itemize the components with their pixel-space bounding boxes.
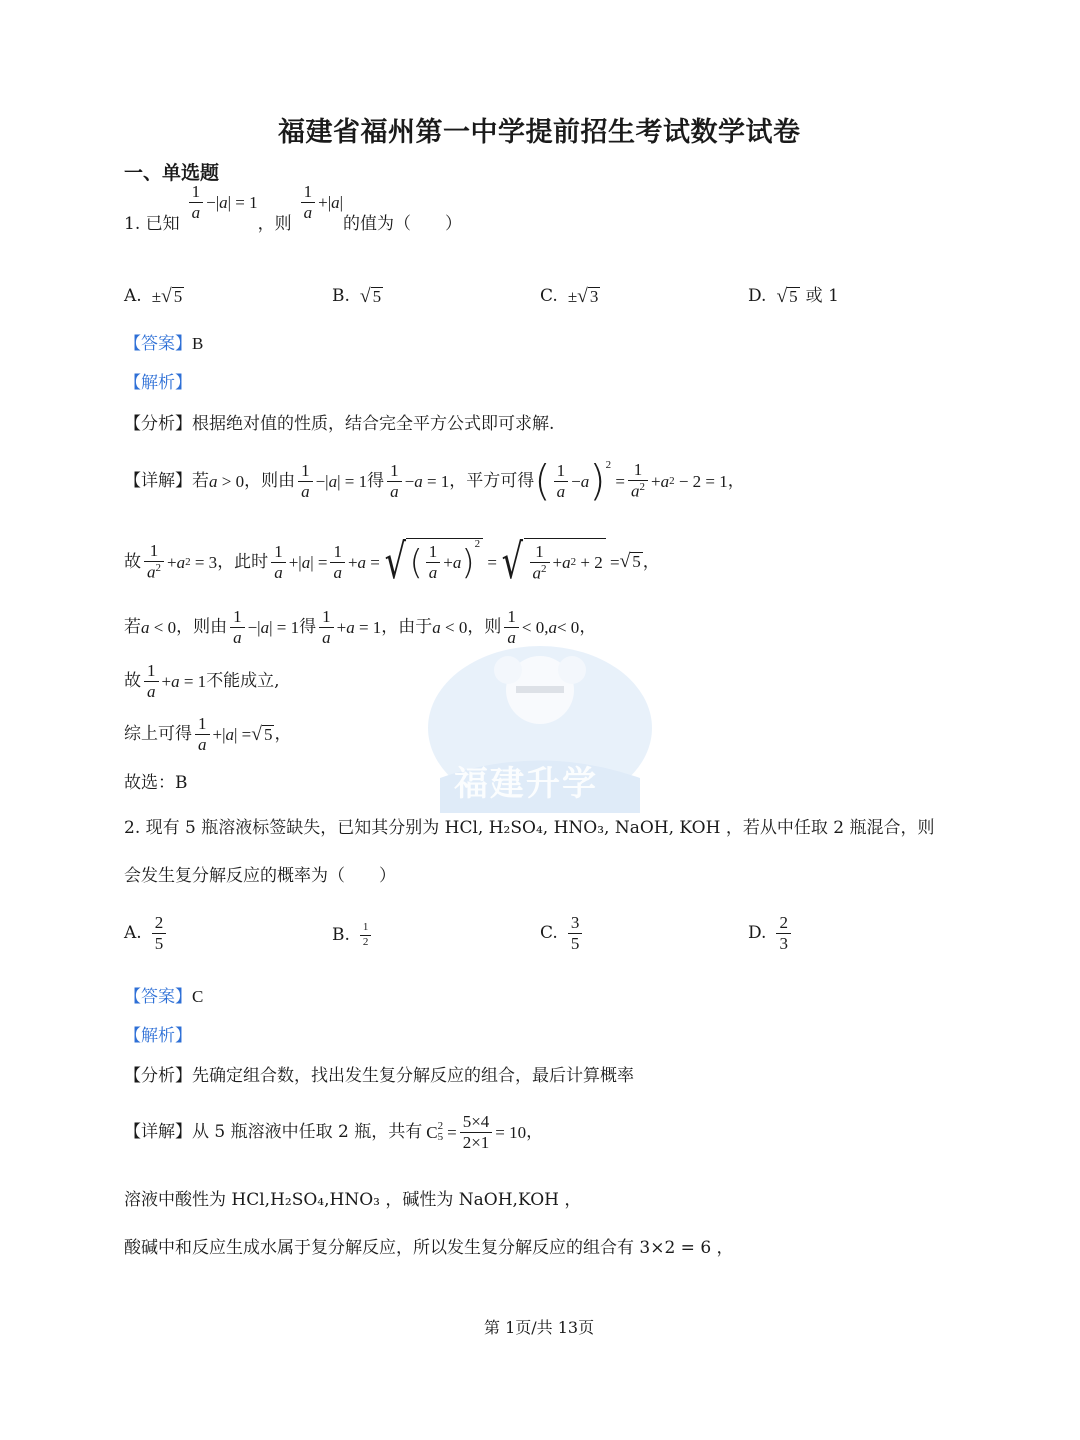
q1-detail-line5: 综上可得 $\frac{1}{a}$ +| a | = √ 5 ，	[124, 714, 292, 754]
q1-option-c: C. ± √ 3	[540, 286, 599, 307]
q1-detail-line4: 故 $\frac{1}{a}$ + a = 1 不能成立,	[124, 661, 280, 701]
q1-conclusion: 故选：B	[124, 773, 188, 793]
page-footer: 第 1页/共 13页	[484, 1318, 595, 1337]
q1-detail-line2: 故 $\frac{1}{a^2}$ + a 2 = 3 ，此时 $\frac{1}{a}$ +| a | = $\frac{1}{a}$ + a = √ ( $\frac{1}{a}$ + a ) $^2$ = √ $\frac{1}{a^2}$ + a 2 + 2 = √ 5 ，	[124, 534, 660, 590]
q2-option-b: B. $\frac{1}{2}$	[332, 922, 374, 948]
q1-stem	[124, 182, 463, 244]
q2-option-a: A. $\frac{2}{5}$	[124, 914, 169, 953]
q2-detail-line3: 酸碱中和反应生成水属于复分解反应，所以发生复分解反应的组合有 3×2 = 6 ，	[124, 1238, 734, 1258]
page-title: 福建省福州第一中学提前招生考试数学试卷	[278, 117, 801, 148]
q1-option-a: A. ± √ 5	[124, 286, 183, 307]
q1-analysis-label: 【解析】	[124, 373, 192, 393]
q1-option-d: D. √ 5 或 1	[748, 286, 839, 307]
q2-analysis-label: 【解析】	[124, 1026, 192, 1046]
q2-answer: 【答案】C	[124, 987, 204, 1007]
q1-target-expr: $\frac{1}{a}$ +| a |	[298, 183, 343, 222]
watermark-text: 福建升学	[454, 764, 598, 804]
q1-condition: $\frac{1}{a}$ −| a | = 1	[186, 183, 258, 222]
q1-fenxi: 【分析】根据绝对值的性质，结合完全平方公式即可求解.	[124, 414, 555, 434]
q1-then: ，则	[257, 213, 292, 234]
q2-stem-line1: 2. 现有 5 瓶溶液标签缺失，已知其分别为 HCl, H₂SO₄, HNO₃, NaOH, KOH ，若从中任取 2 瓶混合，则	[124, 818, 935, 838]
q2-option-c: C. $\frac{3}{5}$	[540, 914, 585, 953]
q2-stem-line2: 会发生复分解反应的概率为（ ）	[124, 866, 396, 886]
q2-detail-line1: 【详解】 从 5 瓶溶液中任取 2 瓶，共有 C 2 5 = $\frac{5\times 4}{2\times 1}$ = 10 ，	[124, 1112, 544, 1152]
section-heading: 一、单选题	[124, 162, 220, 184]
q2-detail-line2: 溶液中酸性为 HCl,H₂SO₄,HNO₃ ，碱性为 NaOH,KOH ，	[124, 1190, 582, 1210]
q1-tail: 的值为（ ）	[343, 213, 463, 234]
q2-option-d: D. $\frac{2}{3}$	[748, 914, 794, 953]
q1-number: 1. 已知	[124, 213, 180, 234]
q2-fenxi: 【分析】先确定组合数，找出发生复分解反应的组合，最后计算概率	[124, 1066, 634, 1086]
q1-detail-line1: 【详解】 若 a > 0 ，则由 $\frac{1}{a}$ −| a | = 1 得 $\frac{1}{a}$ − a = 1 ，平方可得 ( $\frac{1}{a}$ − a ) $^2$ = $\frac{1}{a^2}$ + a 2 − 2 = 1 ，	[124, 456, 745, 505]
q1-option-b: B. √ 5	[332, 286, 382, 307]
q1-detail-line3: 若 a < 0 ，则由 $\frac{1}{a}$ −| a | = 1 得 $\frac{1}{a}$ + a = 1 ，由于 a < 0 ，则 $\frac{1}{a}$ < 0, a < 0 ，	[124, 607, 597, 647]
q1-answer: 【答案】B	[124, 334, 204, 354]
